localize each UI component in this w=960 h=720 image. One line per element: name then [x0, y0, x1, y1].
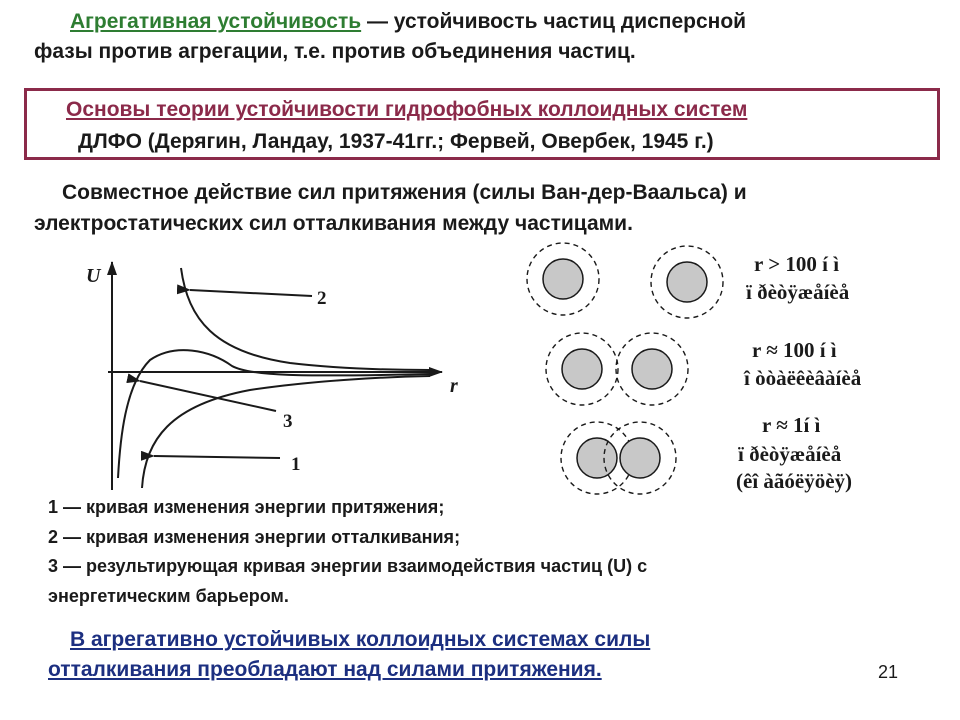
state-1-condition: r > 100 í ì [754, 252, 840, 276]
definition-text: — устойчивость частиц дисперсной [361, 10, 747, 33]
x-axis-label: r [450, 375, 458, 397]
definition-line-2: фазы против агрегации, т.е. против объединения частиц. [34, 40, 636, 63]
particle [667, 262, 707, 302]
attraction-curve [142, 376, 430, 488]
particle [562, 349, 602, 389]
curve-label-3: 3 [283, 411, 293, 432]
description-line-2: электростатических сил отталкивания между частицами. [34, 212, 633, 235]
legend-item-2: 2 — кривая изменения энергии отталкивания; [48, 527, 461, 547]
particle [577, 438, 617, 478]
legend-item-3: 3 — результирующая кривая энергии взаимодействия частиц (U) с [48, 556, 648, 576]
state-3-condition: r ≈ 1í ì [762, 413, 821, 437]
conclusion-line-2: отталкивания преобладают над силами притяжения. [48, 658, 602, 681]
description-line-1: Совместное действие сил притяжения (силы Ван-дер-Ваальса) и [62, 181, 747, 204]
legend-item-3-cont: энергетическим барьером. [48, 586, 289, 606]
arrow-curve-3 [140, 381, 276, 411]
term-aggregative-stability: Агрегативная устойчивость [70, 10, 362, 33]
theory-box-title: Основы теории устойчивости гидрофобных коллоидных систем [66, 98, 748, 121]
repulsion-curve [181, 268, 430, 370]
theory-box-subtitle: ДЛФО (Дерягин, Ландау, 1937-41гг.; Фервей, Овербек, 1945 г.) [78, 130, 714, 153]
state-3-text: ï ðèòÿæåíèå [738, 442, 842, 466]
legend-item-1: 1 — кривая изменения энергии притяжения; [48, 497, 445, 517]
particle [543, 259, 583, 299]
conclusion-line-1: В агрегативно устойчивых коллоидных системах силы [70, 628, 651, 651]
curve-label-1: 1 [291, 454, 301, 475]
y-axis-label: U [86, 265, 101, 287]
arrow-curve-1 [154, 456, 280, 458]
particle [620, 438, 660, 478]
state-2-condition: r ≈ 100 í ì [752, 338, 837, 362]
state-1-text: ï ðèòÿæåíèå [746, 280, 850, 304]
state-3-note: (êî àãóëÿöèÿ) [736, 469, 853, 493]
curve-label-2: 2 [317, 288, 327, 309]
arrow-curve-2 [190, 290, 312, 296]
page-number: 21 [878, 662, 899, 682]
particle [632, 349, 672, 389]
state-2-text: î òòàëêèâàíèå [744, 366, 862, 390]
